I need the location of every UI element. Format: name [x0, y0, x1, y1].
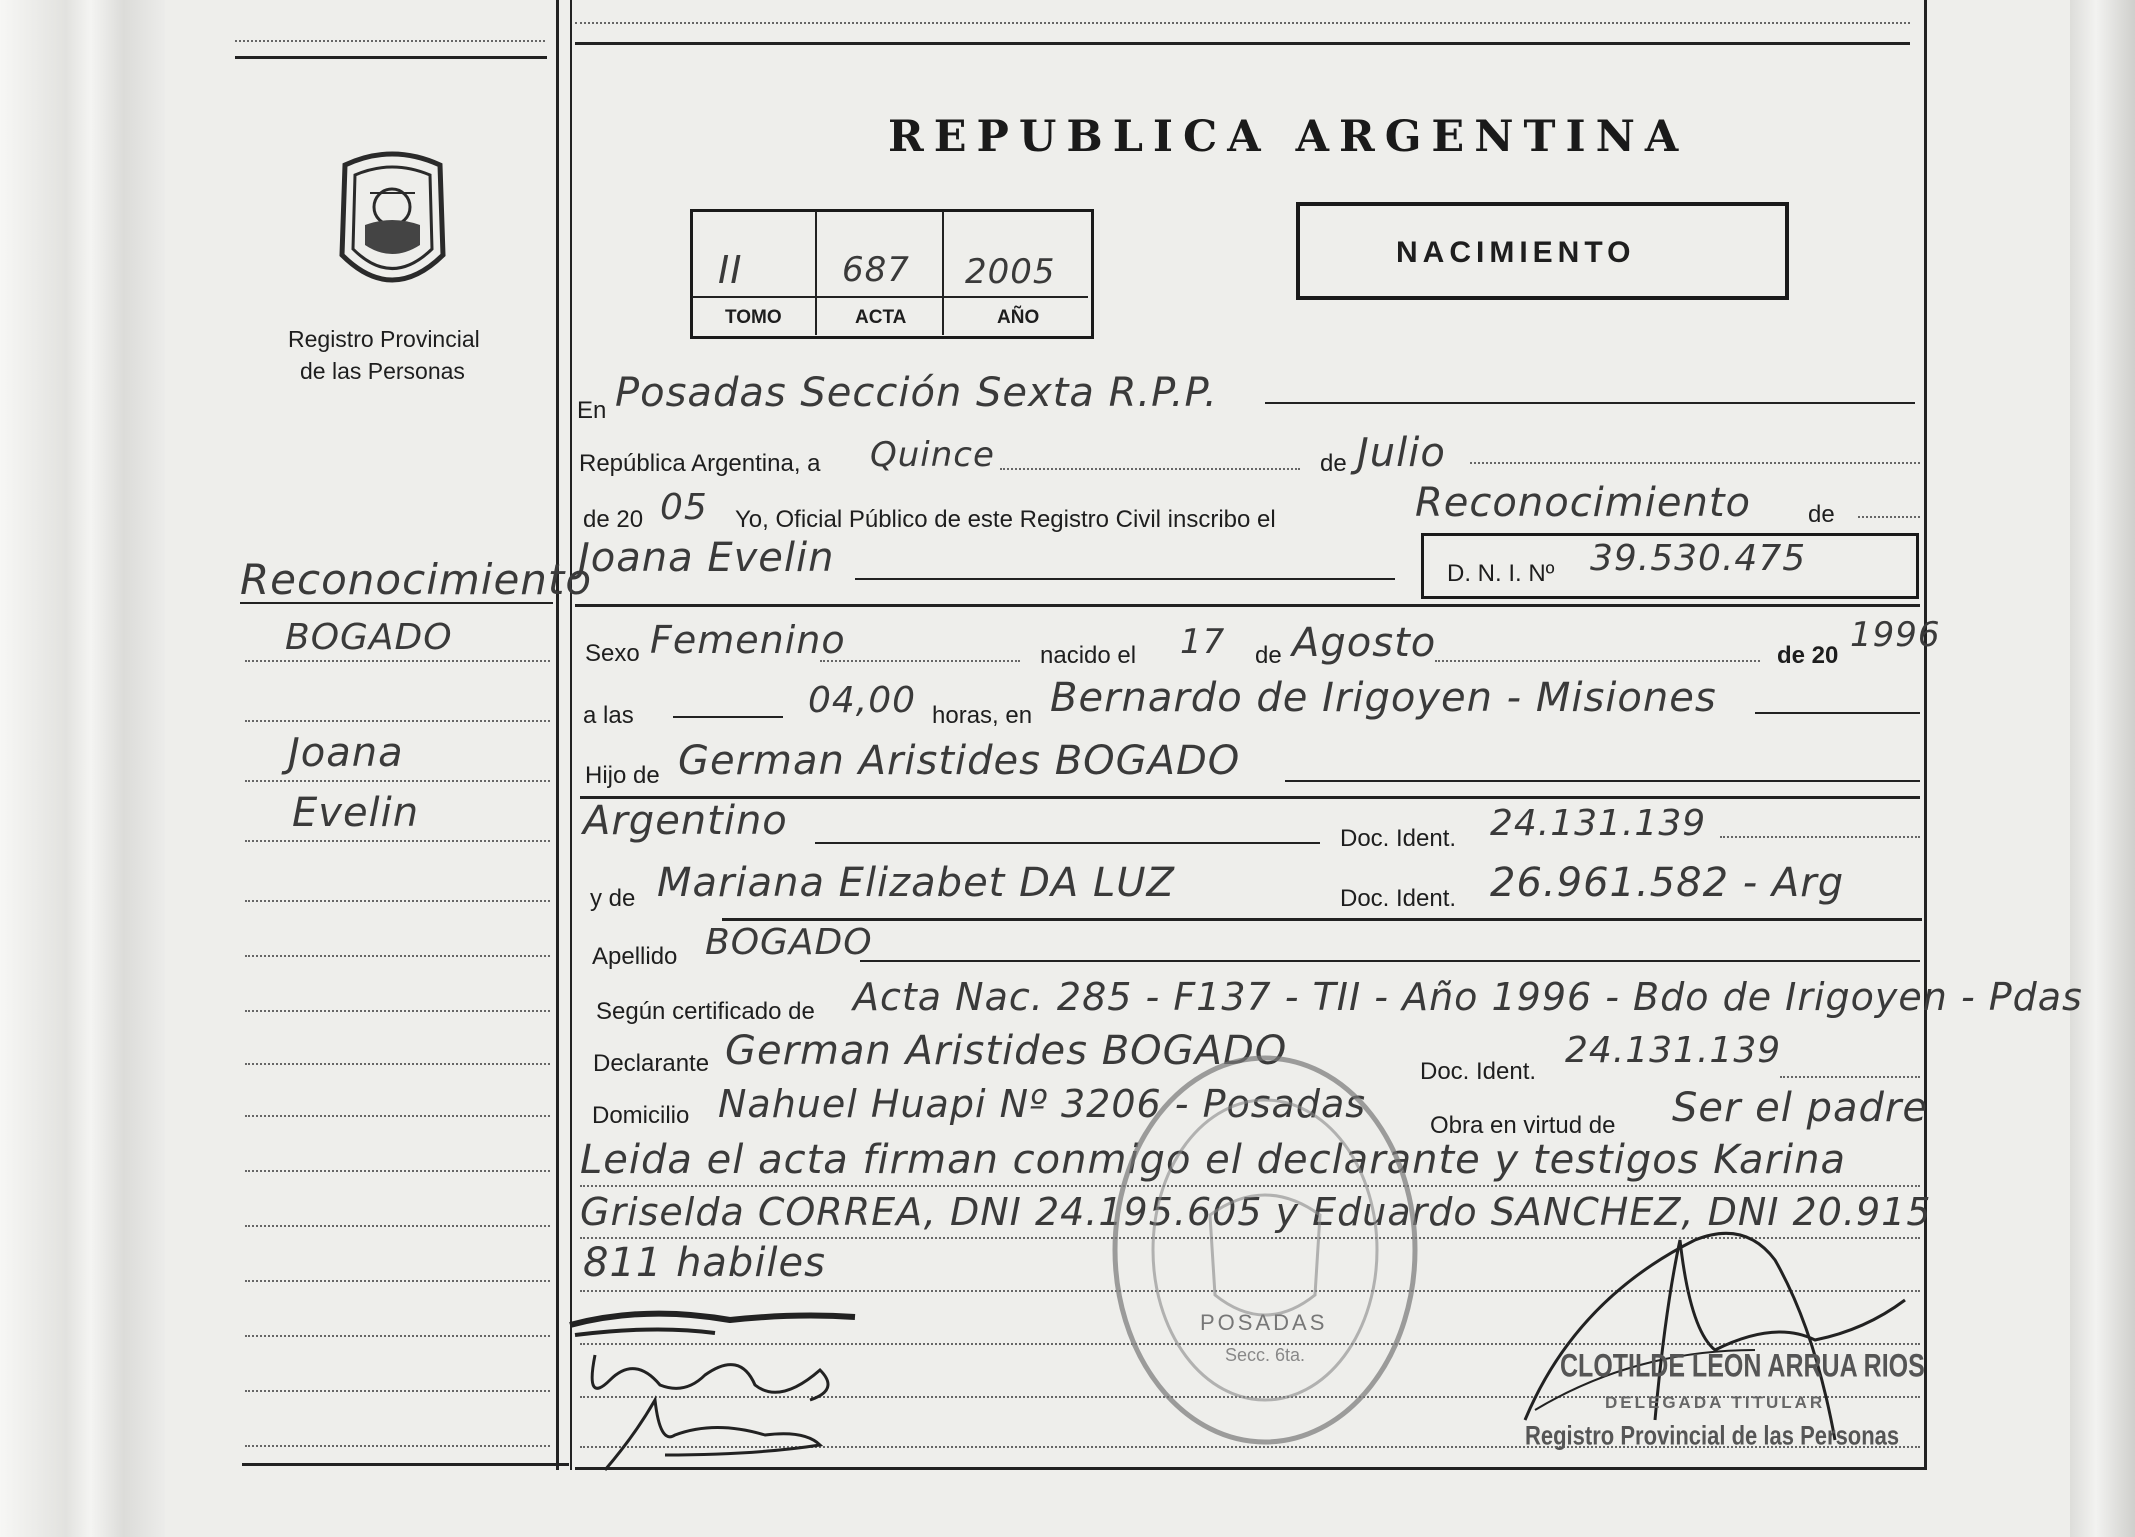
mother-value: Mariana Elizabet DA LUZ: [657, 860, 1175, 906]
section-rule-1: [575, 604, 1920, 607]
father-doc-label: Doc. Ident.: [1340, 825, 1457, 852]
margin-note-line4: Evelin: [292, 790, 420, 836]
day-fill-line: [1000, 468, 1300, 470]
father-doc: 24.131.139: [1490, 803, 1707, 844]
day-value: Quince: [870, 435, 995, 475]
segun-value: Acta Nac. 285 - F137 - TII - Año 1996 - Bdo de Irigoyen - Pdas: [853, 975, 2083, 1019]
mother-doc-label: Doc. Ident.: [1340, 885, 1457, 912]
declarante-doc-label: Doc. Ident.: [1420, 1058, 1537, 1085]
section-rule-3: [722, 918, 1922, 921]
tomo-value: II: [718, 248, 743, 292]
hour-lead-line: [673, 716, 783, 718]
official-name: CLOTILDE LEON ARRUA RIOS: [1560, 1347, 1925, 1385]
notes-line1: Leida el acta firman conmigo el declarante y testigos Karina: [580, 1137, 1846, 1183]
book-left-edge: [0, 0, 165, 1537]
official-office: Registro Provincial de las Personas: [1525, 1420, 1900, 1451]
de20b-label: de 20: [1777, 642, 1839, 669]
month-birth-fill: [1435, 660, 1760, 662]
official-title: DELEGADA TITULAR: [1605, 1393, 1826, 1412]
inscribo-fill-line: [1858, 516, 1920, 518]
witness-signatures-icon: [565, 1295, 865, 1480]
domicilio-value: Nahuel Huapi Nº 3206 - Posadas: [718, 1082, 1367, 1126]
record-divider-1: [815, 211, 817, 335]
acta-value: 687: [842, 250, 910, 290]
bottom-rule-left: [242, 1463, 569, 1466]
registry-line2: de las Personas: [300, 358, 465, 384]
margin-note-line3: Joana: [288, 730, 404, 776]
ano-value: 2005: [965, 252, 1056, 292]
country-title: REPUBLICA ARGENTINA: [888, 112, 1689, 162]
en-value: Posadas Sección Sexta R.P.P.: [615, 370, 1218, 416]
birth-month: Agosto: [1292, 620, 1437, 666]
obra-value: Ser el padre: [1672, 1085, 1928, 1131]
month-fill-line: [1470, 462, 1920, 464]
birth-year: 1996: [1850, 615, 1941, 655]
place-value: Bernardo de Irigoyen - Misiones: [1050, 675, 1717, 721]
top-rule-left: [235, 56, 547, 59]
acta-label: ACTA: [855, 307, 907, 328]
yo-text: Yo, Oficial Público de este Registro Civil inscribo el: [735, 506, 1276, 533]
month-value: Julio: [1357, 430, 1446, 476]
apellido-fill-line: [860, 960, 1920, 962]
top-dotted-line-left: [235, 40, 545, 42]
record-divider-2: [942, 211, 944, 335]
round-stamp-section: Secc. 6ta.: [1225, 1345, 1306, 1365]
hour-value: 04,00: [808, 680, 917, 721]
alas-label: a las: [583, 702, 634, 729]
act-type: NACIMIENTO: [1396, 236, 1636, 269]
dni-label: D. N. I. Nº: [1447, 560, 1555, 587]
top-rule-right: [575, 42, 1910, 45]
tomo-label: TOMO: [725, 307, 782, 328]
name-fill-line: [855, 578, 1395, 580]
year-value: 05: [660, 487, 708, 528]
notes-line2: Griselda CORREA, DNI 24.195.605 y Eduardo SANCHEZ, DNI 20.915: [580, 1190, 1932, 1234]
margin-note-line2: BOGADO: [285, 617, 453, 658]
hijo-label: Hijo de: [585, 762, 660, 789]
record-divider-h: [692, 296, 1088, 298]
declarante-doc-fill: [1780, 1076, 1920, 1078]
registry-round-stamp: [1100, 1045, 1430, 1455]
domicilio-label: Domicilio: [592, 1102, 690, 1129]
declarante-value: German Aristides BOGADO: [725, 1028, 1288, 1074]
frame-right-rule: [1924, 0, 1927, 1470]
de2-label: de: [1808, 501, 1835, 528]
margin-rule-1: [240, 602, 553, 604]
margin-note-line1: Reconocimiento: [240, 555, 593, 604]
father-doc-fill: [1720, 836, 1920, 838]
de20-label: de 20: [583, 506, 644, 533]
en-fill-line: [1265, 402, 1915, 404]
horas-label: horas, en: [932, 702, 1033, 729]
book-right-edge: [2070, 0, 2135, 1537]
top-dotted-line-right: [575, 22, 1910, 24]
apellido-value: BOGADO: [705, 922, 873, 963]
frame-inner-rule: [570, 0, 572, 1470]
sexo-value: Femenino: [650, 618, 846, 662]
provincial-seal-icon: [325, 145, 460, 300]
father-fill-line: [1285, 780, 1920, 782]
inscribo-value: Reconocimiento: [1415, 480, 1751, 526]
en-label: En: [577, 397, 607, 424]
birth-day: 17: [1180, 622, 1226, 662]
segun-label: Según certificado de: [596, 998, 815, 1025]
frame-left-rule: [556, 0, 559, 1470]
apellido-label: Apellido: [592, 943, 678, 970]
declarante-doc: 24.131.139: [1565, 1030, 1782, 1071]
place-fill-line: [1755, 712, 1920, 714]
de3-label: de: [1255, 642, 1282, 669]
yde-label: y de: [590, 885, 636, 912]
dni-value: 39.530.475: [1590, 538, 1807, 579]
name-value: Joana Evelin: [578, 535, 835, 581]
sexo-fill-line: [820, 660, 1020, 662]
round-stamp-city: POSADAS: [1200, 1310, 1328, 1335]
obra-label: Obra en virtud de: [1430, 1112, 1616, 1139]
declarante-label: Declarante: [593, 1050, 710, 1077]
father-nat-fill: [815, 842, 1320, 844]
nacido-label: nacido el: [1040, 642, 1137, 669]
mother-doc: 26.961.582 - Arg: [1490, 860, 1845, 906]
republica-label: República Argentina, a: [579, 450, 821, 477]
father-nationality: Argentino: [583, 798, 788, 844]
notes-line3: 811 habiles: [583, 1240, 826, 1286]
ano-label: AÑO: [997, 307, 1040, 328]
de-label: de: [1320, 450, 1347, 477]
father-value: German Aristides BOGADO: [678, 738, 1241, 784]
registry-line1: Registro Provincial: [288, 326, 480, 352]
sexo-label: Sexo: [585, 640, 640, 667]
